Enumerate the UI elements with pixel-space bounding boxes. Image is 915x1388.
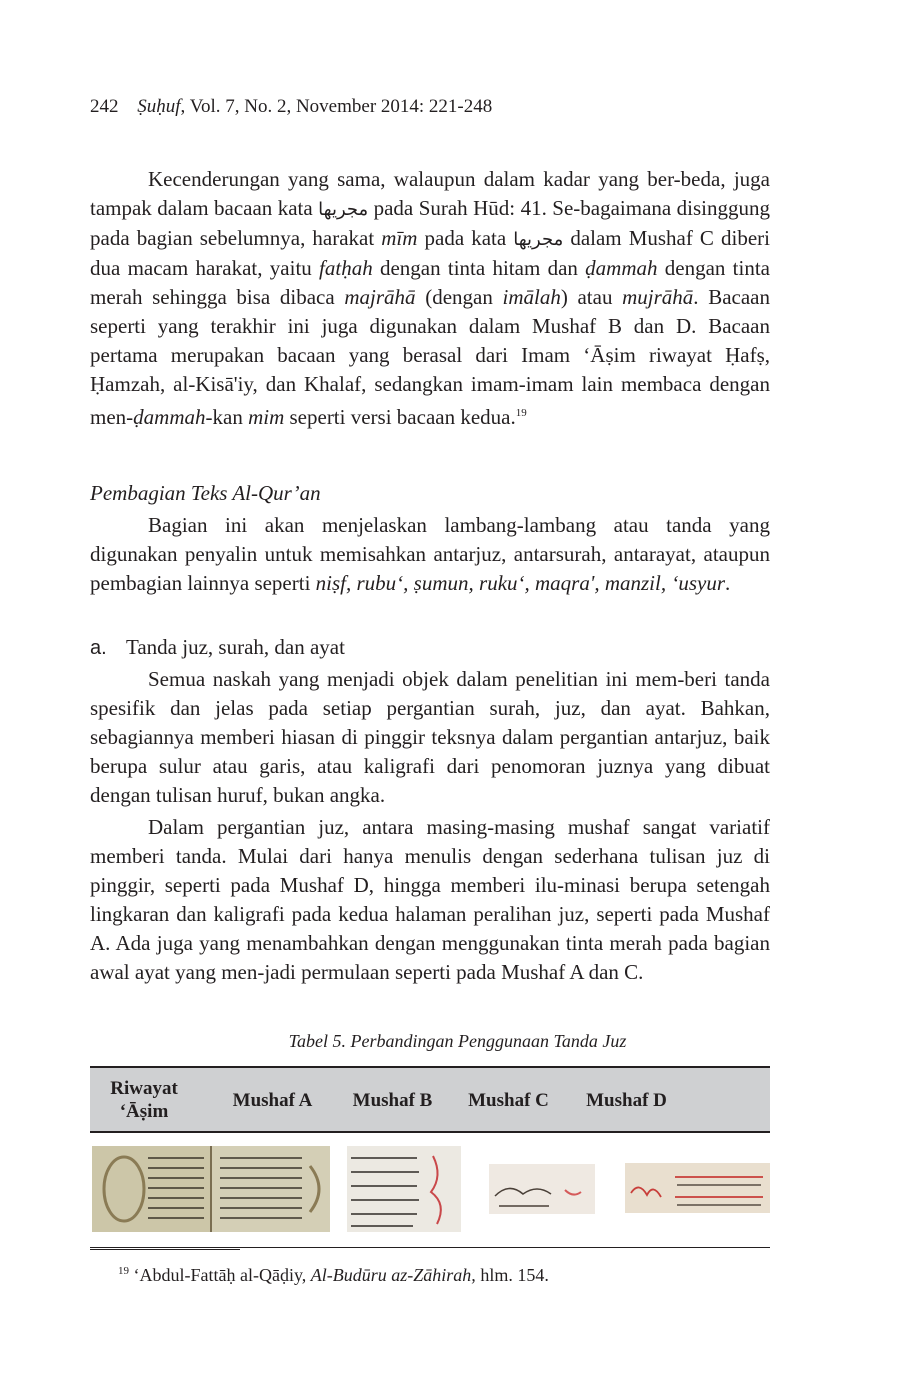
header-mushaf-a: Mushaf A	[232, 1090, 313, 1111]
paragraph-4: Dalam pergantian juz, antara masing-masing mushaf sangat variatif memberi tanda. Mulai dari hanya menulis dengan sederhana tulisan juz di pinggir, seperti pada Mushaf D, hingga memberi ilu-minasi berupa setengah lingkaran dan kaligrafi pada kedua halaman peralihan juz, seperti pada Mushaf A. Ada juga yang menambahkan dengan menggunakan tinta merah pada bagian awal ayat yang men-jadi permulaan seperti pada Mushaf A dan C.	[90, 815, 770, 984]
footnote-ref: 19	[515, 407, 527, 419]
page-number: 242	[90, 96, 119, 117]
mushaf-b-image	[347, 1146, 461, 1232]
table-caption: Tabel 5. Perbandingan Penggunaan Tanda Juz	[288, 1031, 627, 1051]
mushaf-a-image	[92, 1146, 330, 1232]
journal-title: Ṣuḥuf	[137, 96, 181, 117]
subsection-label: a.	[90, 637, 107, 659]
footnote: $^{19}$ ‘Abdul-Fattāḥ al-Qāḍiy, Al-Budūru az-Zāhirah, hlm. 154.	[118, 1265, 549, 1285]
mushaf-d-image	[625, 1163, 770, 1213]
header-mushaf-b: Mushaf B	[352, 1090, 433, 1111]
paragraph-3: Semua naskah yang menjadi objek dalam penelitian ini mem-beri tanda spesifik dan jelas pada setiap pergantian surah, juz, dan ayat. Bahkan, sebagiannya memberi hiasan di pinggir teksnya dalam pergantian antarjuz, baik berupa sulur atau garis, atau kaligrafi dari penomoran juznya yang dibuat dengan tulisan huruf, bukan angka.	[90, 667, 770, 807]
header-mushaf-d: Mushaf D	[586, 1090, 667, 1111]
header-mushaf-c: Mushaf C	[468, 1090, 549, 1111]
footnote-rule	[90, 1249, 240, 1250]
running-header	[90, 96, 492, 118]
header-riwayat: Riwayat ‘Āṣim	[110, 1078, 178, 1122]
subsection-title: Tanda juz, surah, dan ayat	[126, 635, 345, 659]
table-header	[90, 1066, 770, 1133]
arabic-word: مجريها	[318, 199, 369, 220]
section-heading: Pembagian Teks Al-Qur’an	[90, 481, 321, 505]
arabic-word: مجريها	[513, 229, 564, 250]
subsection-heading	[90, 635, 345, 660]
footnote-divider	[90, 1247, 770, 1248]
paragraph-1: Kecenderungan yang sama, walaupun dalam kadar yang ber-beda, juga tampak dalam bacaan kata مجريها pada Surah Hūd: 41. Se-bagaimana disinggung pada bagian sebelumnya, harakat mīm pada kata مجريها dalam Mushaf C diberi dua macam harakat, yaitu fatḥah dengan tinta hitam dan ḍammah dengan tinta merah sehingga bisa dibaca majrāhā (dengan imālah) atau mujrāhā. Bacaan seperti yang terakhir ini juga digunakan dalam Mushaf B dan D. Bacaan pertama merupakan bacaan yang berasal dari Imam ‘Āṣim riwayat Ḥafṣ, Ḥamzah, al-Kisā'iy, dan Khalaf, sedangkan imam-imam lain membaca dengan men-ḍammah-kan mim seperti versi bacaan kedua.$^{19}$	[90, 167, 770, 429]
mushaf-c-image	[489, 1164, 595, 1214]
paragraph-2: Bagian ini akan menjelaskan lambang-lambang atau tanda yang digunakan penyalin untuk memisahkan antarjuz, antarsurah, antarayat, ataupun pembagian lainnya seperti niṣf, rubu‘, ṣumun, ruku‘, maqra', manzil, ‘usyur.	[90, 513, 770, 595]
footnote-number: 19	[118, 1265, 129, 1277]
journal-issue: , Vol. 7, No. 2, November 2014: 221-248	[180, 96, 493, 117]
